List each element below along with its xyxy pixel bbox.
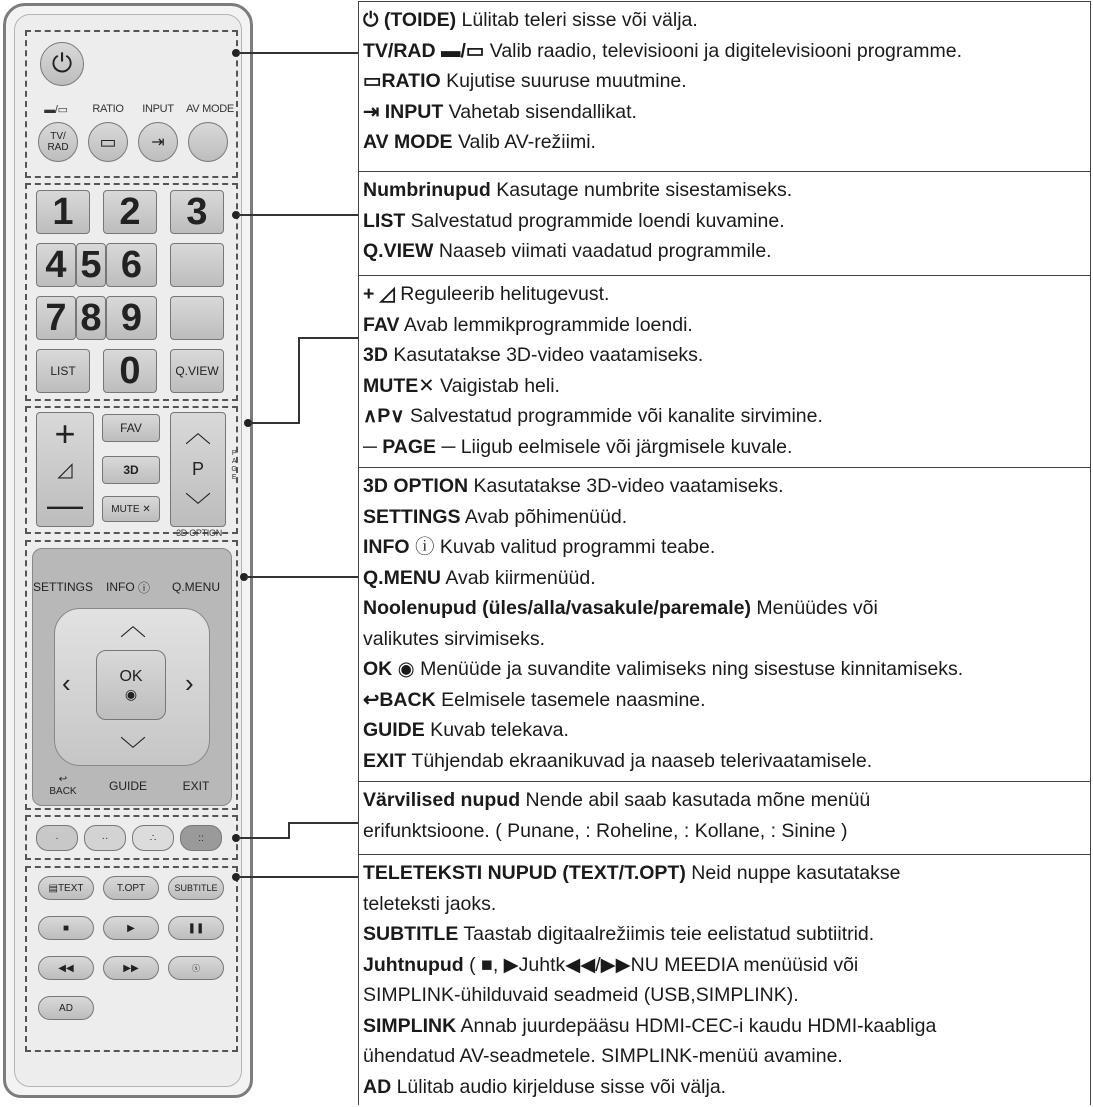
- section-numbers: [359, 172, 1090, 276]
- ok-button[interactable]: [96, 650, 166, 720]
- row-arrows-cont: valikutes sirvimiseks.: [363, 627, 546, 650]
- ok-dot-icon: ◉: [124, 685, 138, 702]
- text-button[interactable]: [38, 876, 94, 900]
- input-icon: ⇥: [151, 134, 165, 151]
- row-qview: Q.VIEW Naaseb viimati vaadatud programmile.: [363, 240, 772, 262]
- simplink-icon: ⓢ: [192, 963, 200, 973]
- chevron-up-icon: ︿: [184, 417, 211, 448]
- arrow-down-icon[interactable]: ﹀: [120, 735, 147, 765]
- key-8[interactable]: 8: [76, 296, 106, 340]
- ok-label: OK: [119, 667, 143, 685]
- back-button[interactable]: [34, 770, 92, 802]
- volume-icon: ◿: [57, 458, 73, 481]
- section-teletext: [359, 855, 1090, 1107]
- row-control: Juhtnupud ( ■, ▶Juhtk◀◀/▶▶NU MEEDIA menüüsid või: [363, 953, 859, 976]
- volume-rocker[interactable]: [36, 412, 94, 527]
- leader-5a: [238, 837, 290, 839]
- key-0[interactable]: 0: [103, 349, 157, 393]
- leader-1: [238, 52, 358, 54]
- page-label: PAGE: [231, 450, 237, 481]
- row-3d-option: 3D OPTION Kasutatakse 3D-video vaatamiseks.: [363, 475, 784, 497]
- row-subtitle: SUBTITLE Taastab digitaalrežiimis teie eelistatud subtiitrid.: [363, 923, 875, 945]
- ratio-icon: ▭: [363, 70, 382, 92]
- row-power: ⏻ (TOIDE) Lülitab teleri sisse või välja.: [363, 9, 698, 31]
- minus-icon: —: [47, 484, 83, 526]
- power-button[interactable]: ⏻: [40, 42, 84, 86]
- row-tvrad: TV/RAD ▬/▭ Valib raadio, televisiooni ja digitelevisiooni programme.: [363, 39, 962, 62]
- section-color: [359, 782, 1090, 855]
- row-program: ∧P∨ Salvestatud programmide või kanalite sirvimine.: [363, 405, 823, 427]
- row-input: ⇥ INPUT Vahetab sisendallikat.: [363, 100, 637, 123]
- row-color-cont: erifunktsioone. ( Punane, : Roheline, : Kollane, : Sinine ): [363, 819, 848, 842]
- program-rocker[interactable]: [170, 412, 226, 527]
- leader-5b: [288, 822, 290, 839]
- row-numbers: Numbrinupud Kasutage numbrite sisestamiseks.: [363, 179, 793, 201]
- 3d-option-label: 3D OPTION: [176, 528, 222, 538]
- pause-icon: ❚❚: [187, 922, 205, 934]
- row-volume: + ◿ Reguleerib helitugevust.: [363, 283, 610, 305]
- leader-5c: [288, 822, 358, 824]
- info-label: INFO: [105, 580, 135, 594]
- arrow-left-icon[interactable]: ‹: [62, 668, 71, 698]
- row-back: ↩BACK Eelmisele tasemele naasmine.: [363, 688, 706, 711]
- mute-button[interactable]: [102, 496, 160, 522]
- ratio-button[interactable]: [88, 122, 128, 162]
- topt-button[interactable]: T.OPT: [103, 876, 159, 900]
- row-arrows: Noolenupud (üles/alla/vasakule/paremale) Menüüdes või: [363, 597, 878, 619]
- yellow-button[interactable]: ∴: [132, 825, 174, 851]
- play-icon: ▶: [127, 922, 135, 934]
- key-2[interactable]: 2: [103, 190, 157, 234]
- text-icon: ▤: [48, 882, 58, 894]
- leader-3a: [250, 422, 300, 424]
- row-simplink-cont: ühendatud AV-seadmetele. SIMPLINK-menüü avamine.: [363, 1045, 843, 1067]
- back-label: BACK: [49, 786, 77, 797]
- arrow-right-icon[interactable]: ›: [185, 668, 194, 698]
- row-avmode: AV MODE Valib AV-režiimi.: [363, 131, 596, 153]
- row-ratio: ▭RATIO Kujutise suuruse muutmine.: [363, 70, 687, 92]
- simplink-button[interactable]: [168, 956, 224, 980]
- green-button[interactable]: ··: [84, 825, 126, 851]
- leader-6: [238, 876, 358, 878]
- input-button[interactable]: [138, 122, 178, 162]
- row-teletext-cont: teleteksti jaoks.: [363, 892, 497, 915]
- row-list: LIST Salvestatud programmide loendi kuvamine.: [363, 209, 785, 232]
- key-3[interactable]: 3: [170, 190, 224, 234]
- program-label: P: [191, 458, 204, 479]
- ratio-icon: ▭: [99, 131, 117, 152]
- tvrad-icon: ▬/▭: [44, 104, 68, 116]
- avmode-label: AV MODE: [186, 103, 234, 115]
- list-button[interactable]: LIST: [36, 349, 90, 393]
- text-label: TEXT: [57, 882, 84, 894]
- input-icon: ⇥: [363, 100, 380, 123]
- guide-button[interactable]: GUIDE: [96, 770, 160, 802]
- qview-button[interactable]: Q.VIEW: [170, 349, 224, 393]
- settings-button[interactable]: SETTINGS: [34, 568, 92, 606]
- row-qmenu: Q.MENU Avab kiirmenüüd.: [363, 566, 596, 589]
- pause-button[interactable]: [168, 916, 224, 940]
- rewind-button[interactable]: [38, 956, 94, 980]
- key-blank-2[interactable]: [170, 296, 224, 340]
- stop-icon: ■: [62, 922, 70, 934]
- leader-3b: [298, 337, 300, 424]
- input-label: INPUT: [142, 103, 174, 115]
- key-9[interactable]: 9: [106, 296, 157, 340]
- stop-button[interactable]: [38, 916, 94, 940]
- row-ad: AD Lülitab audio kirjelduse sisse või välja.: [363, 1075, 727, 1098]
- row-guide: GUIDE Kuvab telekava.: [363, 719, 569, 741]
- rewind-icon: ◀◀: [58, 962, 74, 974]
- section-power: [359, 2, 1090, 172]
- description-table: [358, 1, 1091, 1105]
- key-blank-1[interactable]: [170, 243, 224, 287]
- row-3d: 3D Kasutatakse 3D-video vaatamiseks.: [363, 344, 704, 366]
- plus-icon: +: [54, 412, 76, 454]
- chevron-down-icon: ﹀: [184, 491, 211, 522]
- back-icon: ↩: [58, 774, 68, 785]
- row-info: INFO ⓘ Kuvab valitud programmi teabe.: [363, 536, 716, 558]
- exit-button[interactable]: EXIT: [164, 770, 228, 802]
- forward-button[interactable]: [103, 956, 159, 980]
- tvrad-button[interactable]: TV/ RAD: [38, 122, 78, 162]
- 3d-button[interactable]: 3D: [102, 456, 160, 484]
- back-icon: ↩: [363, 688, 380, 711]
- avmode-button[interactable]: [188, 122, 228, 162]
- tv-icon: ▬/▭: [441, 39, 485, 62]
- key-5[interactable]: 5: [76, 243, 106, 287]
- subtitle-button[interactable]: SUBTITLE: [168, 876, 224, 900]
- blue-button[interactable]: ::: [180, 825, 222, 851]
- forward-icon: ▶▶: [123, 962, 139, 974]
- row-fav: FAV Avab lemmikprogrammide loendi.: [363, 313, 693, 336]
- row-color: Värvilised nupud Nende abil saab kasutada mõne menüü: [363, 789, 871, 811]
- row-simplink: SIMPLINK Annab juurdepääsu HDMI-CEC-i kaudu HDMI-kaabliga: [363, 1014, 937, 1037]
- row-page: ─ PAGE ─ Liigub eelmisele või järgmisele kuvale.: [363, 435, 793, 458]
- info-icon: ⓘ: [134, 580, 150, 595]
- arrow-up-icon[interactable]: ︿: [120, 611, 147, 641]
- row-control-cont: SIMPLINK-ühilduvaid seadmeid (USB,SIMPLINK).: [363, 984, 799, 1006]
- mute-icon: ✕: [139, 503, 151, 515]
- leader-4: [246, 576, 358, 578]
- section-navigation: [359, 468, 1090, 782]
- red-button[interactable]: ·: [36, 825, 78, 851]
- leader-2: [238, 214, 358, 216]
- power-icon: ⏻: [363, 9, 379, 31]
- row-settings: SETTINGS Avab põhimenüüd.: [363, 505, 628, 528]
- row-mute: MUTE✕ Vaigistab heli.: [363, 374, 560, 397]
- row-teletext: TELETEKSTI NUPUD (TEXT/T.OPT) Neid nuppe kasutatakse: [363, 862, 901, 884]
- ad-button[interactable]: AD: [38, 996, 94, 1020]
- mute-label: MUTE: [111, 503, 140, 515]
- row-ok: OK ◉ Menüüde ja suvandite valimiseks ning sisestuse kinnitamiseks.: [363, 658, 964, 680]
- info-button[interactable]: [96, 568, 160, 606]
- play-button[interactable]: [103, 916, 159, 940]
- ratio-label: RATIO: [92, 103, 124, 115]
- fav-button[interactable]: FAV: [102, 414, 160, 442]
- key-7[interactable]: 7: [36, 296, 76, 340]
- leader-3c: [298, 337, 358, 339]
- qmenu-button[interactable]: Q.MENU: [164, 568, 228, 606]
- key-4[interactable]: 4: [36, 243, 76, 287]
- key-6[interactable]: 6: [106, 243, 157, 287]
- key-1[interactable]: 1: [36, 190, 90, 234]
- section-volume: [359, 276, 1090, 468]
- row-exit: EXIT Tühjendab ekraanikuvad ja naaseb telerivaatamisele.: [363, 749, 873, 772]
